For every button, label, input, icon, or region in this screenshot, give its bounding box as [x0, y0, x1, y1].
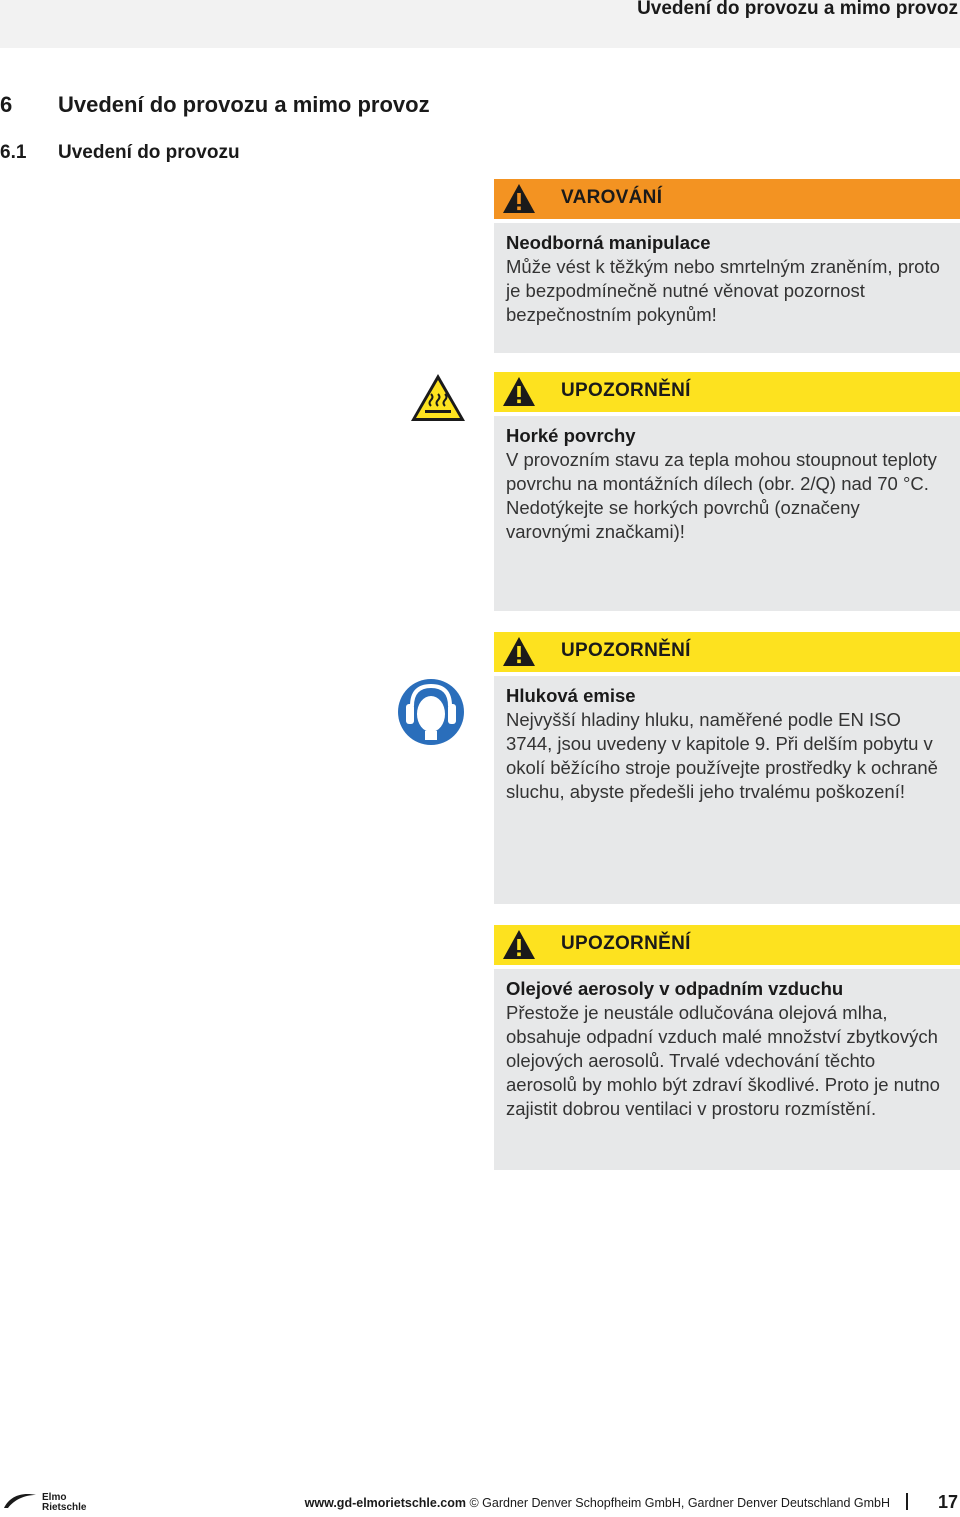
notice-level: UPOZORNĚNÍ — [561, 380, 691, 401]
subsection-title: Uvedení do provozu — [58, 142, 240, 163]
notice-level: VAROVÁNÍ — [561, 187, 663, 208]
footer-website-link[interactable]: www.gd-elmorietschle.com — [304, 1496, 467, 1510]
section-number: 6 — [0, 92, 13, 117]
caution-notice-hot-surfaces — [494, 372, 960, 611]
footer-copyright: © Gardner Denver Schopfheim GmbH, Gardner Denver Deutschland GmbH — [469, 1496, 890, 1510]
ear-protection-icon — [395, 676, 467, 748]
section-heading — [0, 92, 430, 118]
notice-level: UPOZORNĚNÍ — [561, 640, 691, 661]
running-header — [0, 0, 960, 48]
notice-header-bar — [494, 179, 960, 219]
notice-text: V provozním stavu za tepla mohou stoupnout teploty povrchu na montážních dílech (obr. 2/Q) nad 70 °C. Nedotýkejte se horkých povrchů (označeny varovnými značkami)! — [506, 449, 937, 542]
subsection-number: 6.1 — [0, 142, 27, 163]
notice-body — [494, 676, 960, 904]
caution-notice-noise — [494, 632, 960, 904]
caution-notice-oil-aerosols — [494, 925, 960, 1170]
logo-text-line-2: Rietschle — [42, 1502, 87, 1512]
section-title: Uvedení do provozu a mimo provoz — [58, 92, 430, 117]
notice-text: Nejvyšší hladiny hluku, naměřené podle EN ISO 3744, jsou uvedeny v kapitole 9. Při delším pobytu v okolí běžícího stroje používejte prostředky k ochraně sluchu, abyste předešli jeho trvalému poškození! — [506, 709, 938, 802]
hot-surface-warning-icon — [409, 372, 467, 424]
notice-text: Přestože je neustále odlučována olejová mlha, obsahuje odpadní vzduch malé množství zbytkových olejových aerosolů. Trvalé vdechování těchto aerosolů by mohlo být zdraví škodlivé. Proto je nutno zajistit dobrou ventilaci v prostoru rozmístění. — [506, 1002, 940, 1119]
elmo-rietschle-logo — [2, 1490, 98, 1517]
notice-title: Hluková emise — [506, 685, 636, 706]
notice-header-bar — [494, 925, 960, 965]
brand-swoosh-icon — [2, 1490, 98, 1512]
notice-body — [494, 969, 960, 1170]
footer-divider — [906, 1493, 908, 1510]
notice-level: UPOZORNĚNÍ — [561, 933, 691, 954]
notice-title: Neodborná manipulace — [506, 232, 711, 253]
notice-text: Může vést k těžkým nebo smrtelným zraněním, proto je bezpodmínečně nutné věnovat pozornost bezpečnostním pokynům! — [506, 256, 940, 325]
notice-body — [494, 223, 960, 353]
notice-title: Olejové aerosoly v odpadním vzduchu — [506, 978, 844, 999]
notice-header-bar — [494, 632, 960, 672]
page-number: 17 — [937, 1492, 958, 1512]
logo-text-line-1: Elmo — [42, 1492, 67, 1503]
warning-triangle-icon — [502, 929, 536, 960]
warning-triangle-icon — [502, 376, 536, 407]
notice-header-bar — [494, 372, 960, 412]
warning-triangle-icon — [502, 636, 536, 667]
notice-title: Horké povrchy — [506, 425, 636, 446]
warning-notice — [494, 179, 960, 353]
notice-body — [494, 416, 960, 611]
subsection-heading — [0, 142, 240, 164]
footer-text — [305, 1496, 890, 1510]
running-header-title: Uvedení do provozu a mimo provoz — [637, 0, 958, 19]
warning-triangle-icon — [502, 183, 536, 214]
